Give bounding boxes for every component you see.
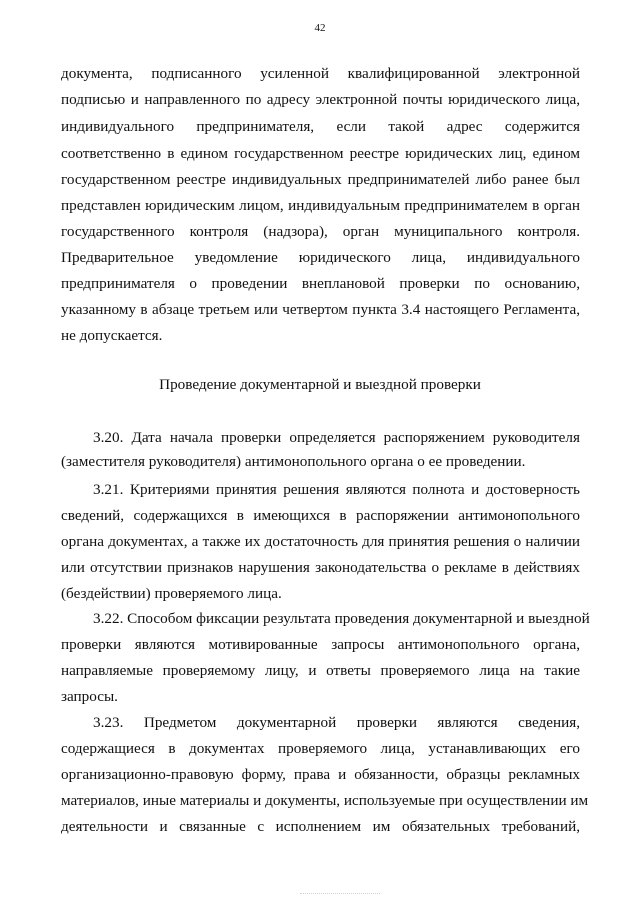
text-line-last: (заместителя руководителя) антимонопольного органа о ее проведении. xyxy=(61,453,526,470)
text-line: соответственно в едином государственном реестре юридических лиц, едином xyxy=(61,145,580,162)
text-line-last: запросы. xyxy=(61,688,118,705)
text-line: индивидуального предпринимателя, если такой адрес содержится xyxy=(61,118,580,135)
text-line: предпринимателя о проведении внеплановой проверки по основанию, xyxy=(61,275,580,292)
text-line: подписью и направленного по адресу электронной почты юридического лица, xyxy=(61,91,580,108)
text-line: организационно-правовую форму, права и обязанности, образцы рекламных xyxy=(61,766,580,783)
paragraph-first-line: 3.23. Предметом документарной проверки являются сведения, xyxy=(93,714,580,731)
text-line: органа документах, а также их достаточность для принятия решения о наличии xyxy=(61,533,580,550)
text-line: материалов, иные материалы и документы, используемые при осуществлении им xyxy=(61,792,589,809)
text-line-last: не допускается. xyxy=(61,327,163,344)
text-line: сведений, содержащихся в имеющихся в распоряжении антимонопольного xyxy=(61,507,580,524)
scan-edge-mark xyxy=(300,893,380,895)
text-line: Предварительное уведомление юридического лица, индивидуального xyxy=(61,249,580,266)
text-line-last: (бездействии) проверяемого лица. xyxy=(61,585,282,602)
paragraph-first-line: 3.22. Способом фиксации результата проведения документарной и выездной xyxy=(93,610,590,627)
text-line: содержащиеся в документах проверяемого лица, устанавливающих его xyxy=(61,740,580,757)
text-line: государственного контроля (надзора), орган муниципального контроля. xyxy=(61,223,580,240)
section-heading: Проведение документарной и выездной проверки xyxy=(159,376,481,393)
text-line: представлен юридическим лицом, индивидуальным предпринимателем в орган xyxy=(61,197,580,214)
page-number: 42 xyxy=(314,22,326,34)
text-line: указанному в абзаце третьем или четвертом пункта 3.4 настоящего Регламента, xyxy=(61,301,580,318)
text-line: деятельности и связанные с исполнением им обязательных требований, xyxy=(61,818,580,835)
text-line: проверки являются мотивированные запросы антимонопольного органа, xyxy=(61,636,580,653)
text-line: направляемые проверяемому лицу, и ответы проверяемого лица на такие xyxy=(61,662,580,679)
text-line: государственном реестре индивидуальных предпринимателей либо ранее был xyxy=(61,171,580,188)
text-line: или отсутствии признаков нарушения законодательства о рекламе в действиях xyxy=(61,559,580,576)
paragraph-first-line: 3.21. Критериями принятия решения являются полнота и достоверность xyxy=(93,481,580,498)
text-line: документа, подписанного усиленной квалифицированной электронной xyxy=(61,65,580,82)
paragraph-first-line: 3.20. Дата начала проверки определяется распоряжением руководителя xyxy=(93,429,580,446)
